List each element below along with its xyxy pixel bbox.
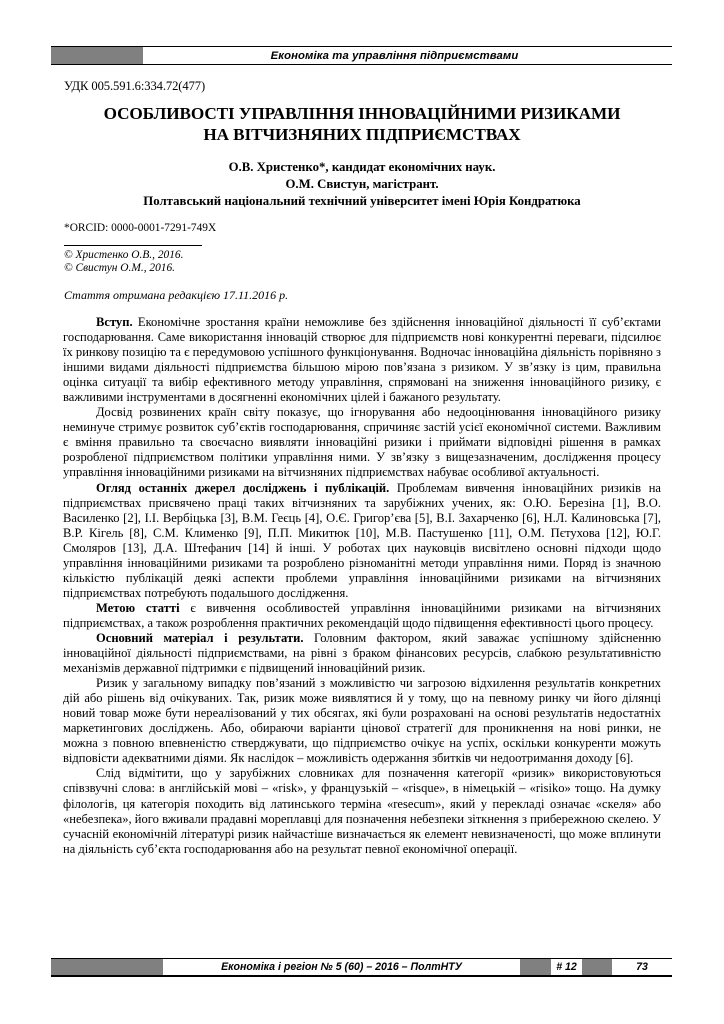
footnote-divider bbox=[64, 245, 202, 246]
paragraph-text: Економічне зростання країни неможливе без здійснення інноваційної діяльності її суб’єктами господарювання. Саме використання інновацій створює для підприємств нові конкурентні переваги, підсилює їх ринкову позицію та є передумовою успішного функціонування. Водночас інноваційна діяльність порівняно з іншими видами діяльності підприємства більшою мірою пов’язана з ризиком. У зв’язку із цим, правильна оцінка ситуації та вибір ефективного методу управління, спрямовані на зниження інноваційного ризику, є важливими інструментами в досягненні економічних цілей і бажаного результату. bbox=[63, 315, 661, 405]
article-title-line-1: ОСОБЛИВОСТІ УПРАВЛІННЯ ІННОВАЦІЙНИМИ РИЗИКАМИ bbox=[103, 104, 621, 123]
article-title-line-2: НА ВІТЧИЗНЯНИХ ПІДПРИЄМСТВАХ bbox=[203, 124, 521, 144]
author-block bbox=[62, 159, 662, 209]
paragraph-text: Проблемам вивчення інноваційних ризиків на підприємствах присвячено праці таких вітчизняних та зарубіжних учених, як: О.Ю. Березіна [1], В.О. Василенко [2], І.І. Вербіцька [3], В.М. Геєць [4], О.Є. Григор’єва [5], В.І. Захарченко [6], Н.Л. Калиновська [7], В.Р. Кігель [8], С.М. Клименко [9], П.П. Микитюк [10], М.В. Пастушенко [11], О.М. Пєтухова [12], Ю.Г. Смоляров [13], Д.А. Штефанич [14] й інші. У роботах цих науковців висвітлено основні підходи щодо управління інноваційними ризиками та розроблено різноманітні методи управління ними. Поряд із значною кількістю публікацій деякі аспекти проблеми управління інноваційними ризиками на вітчизняних підприємствах потребують подальшого дослідження. bbox=[63, 480, 661, 600]
paragraph-lead-in: Метою статті bbox=[96, 600, 180, 615]
udc-code: УДК 005.591.6:334.72(477) bbox=[64, 79, 206, 93]
paragraph-text: Досвід розвинених країн світу показує, що ігнорування або недооцінювання інноваційного ризику неминуче стримує розвиток суб’єктів господарювання, спричиняє застій усієї економічної системи. Важливим є вміння правильно та своєчасно виявляти інноваційні ризики і приймати відповідні рішення в рамках розробленої підприємством політики управління ними. У зв’язку з вищезазначеним, дослідження процесу управління інноваційними ризиками на вітчизняних підприємствах набуває особливої актуальності. bbox=[63, 405, 661, 480]
paragraph-lead-in: Огляд останніх джерел досліджень і публікацій. bbox=[96, 480, 390, 495]
paragraph-text: є вивчення особливостей управління інноваційними ризиками на вітчизняних підприємствах, а також розроблення практичних рекомендацій щодо підвищення ефективності цього процесу. bbox=[63, 600, 661, 630]
paragraph-text: Слід відмітити, що у зарубіжних словниках для позначення категорії «ризик» використовуються співзвучні слова: в англійській мові – «risk», у французькій – «risque», в німецькій – «risiko» тощо. На думку філологів, ця категорія походить від латинського терміна «resecum», який у перекладі означає «скеля» або «небезпека», його вживали прадавні мореплавці для позначення небезпеки зіткнення з прибережною скелею. У сучасній економічній літературі ризик найчастіше визначається як елемент невизначеності, що може вплинути на діяльність суб’єкта господарювання або на результат певної економічної операції. bbox=[63, 766, 661, 856]
running-head-bar bbox=[51, 46, 672, 65]
author-primary: О.В. Христенко*, кандидат економічних наук. bbox=[228, 160, 496, 174]
orcid-identifier: *ORCID: 0000-0001-7291-749X bbox=[64, 222, 217, 234]
paragraph-lead-in: Вступ. bbox=[96, 315, 133, 329]
paragraph-text: Ризик у загальному випадку пов’язаний з можливістю чи загрозою відхилення результатів конкретних дій або рішень від очікуваних. Так, ризик може виявлятися й у тому, що на певному ринку чи його ділянці новий товар може бути нереалізований у тих обсягах, які були розраховані на основі результатів недостатніх маркетингових досліджень. Або, обираючи варіанти цінової стратегії для проникнення на нові ринки, не можна з повною впевненістю стверджувати, що підприємство очікує на успіх, оскільки конкуренти можуть відповісти адекватними діями. Як наслідок – можливість одержання збитків чи недоотримання доходу [6]. bbox=[63, 676, 661, 766]
author-secondary: О.М. Свистун, магістрант. bbox=[285, 176, 439, 191]
body-paragraph bbox=[63, 676, 661, 766]
footer-journal-title: Економіка і регіон № 5 (60) – 2016 – ПолтНТУ bbox=[221, 961, 462, 973]
body-paragraph bbox=[63, 766, 661, 856]
copyright-line-1: © Христенко О.В., 2016. bbox=[64, 249, 184, 261]
footer-bar bbox=[51, 958, 672, 977]
footer-page-number: 73 bbox=[636, 961, 648, 973]
copyright-block bbox=[64, 249, 183, 276]
body-paragraph bbox=[63, 631, 661, 676]
running-head-title: Економіка та управління підприємствами bbox=[270, 49, 519, 62]
footer-gray-block-right bbox=[582, 959, 612, 975]
footer-gray-block-mid bbox=[520, 959, 551, 975]
received-date: Стаття отримана редакцією 17.11.2016 р. bbox=[64, 288, 289, 302]
footer-issue-number: # 12 bbox=[556, 961, 577, 973]
running-head-gray-block bbox=[51, 47, 143, 64]
body-paragraph bbox=[63, 481, 661, 601]
body-paragraph bbox=[63, 601, 661, 631]
paragraph-text: Головним фактором, який заважає успішному здійсненню інноваційної діяльності підприємствами, на рівні з браком фінансових ресурсів, слабкою результативністю механізмів державної підтримки є підвищений інноваційний ризик. bbox=[63, 630, 661, 676]
paragraph-lead-in: Основний матеріал і результати. bbox=[96, 630, 304, 645]
body-paragraph bbox=[63, 405, 661, 480]
affiliation: Полтавський національний технічний університет імені Юрія Кондратюка bbox=[143, 193, 581, 208]
copyright-line-2: © Свистун О.М., 2016. bbox=[64, 262, 176, 275]
footer-gray-block-left bbox=[51, 959, 163, 975]
article-body bbox=[63, 315, 661, 857]
body-paragraph bbox=[63, 315, 661, 405]
page-title bbox=[62, 104, 662, 145]
